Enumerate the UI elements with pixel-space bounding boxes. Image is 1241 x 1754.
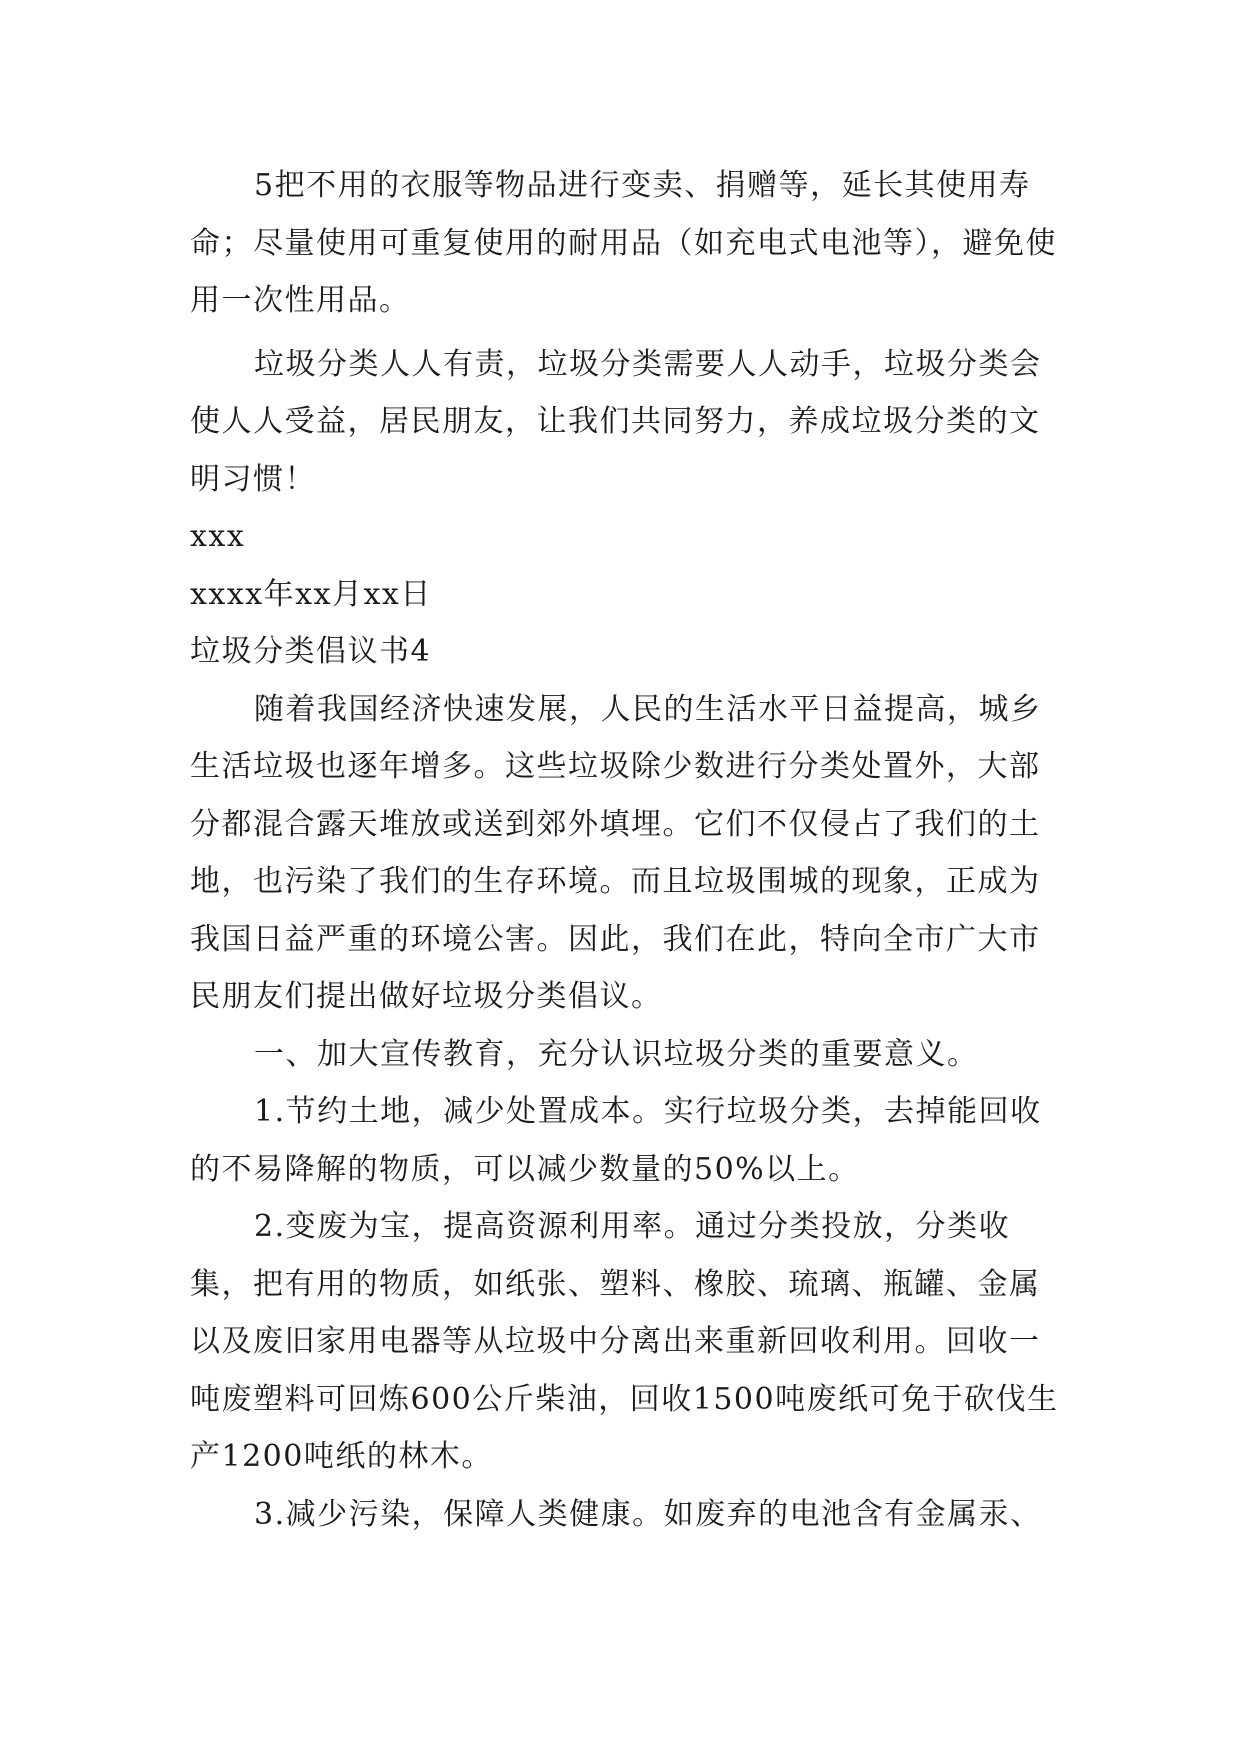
paragraph-item-1: 1.节约土地，减少处置成本。实行垃圾分类，去掉能回收的不易降解的物质，可以减少数量的50%以上。	[190, 1094, 1042, 1187]
document-body	[190, 157, 1060, 1543]
paragraph-reuse-items: 5把不用的衣服等物品进行变卖、捐赠等，延长其使用寿命；尽量使用可重复使用的耐用品（如充电式电池等），避免使用一次性用品。	[190, 168, 1057, 318]
section-heading: 垃圾分类倡议书4	[190, 634, 432, 669]
signature-name: xxx	[190, 519, 246, 554]
signature-date: xxxx年xx月xx日	[190, 576, 432, 612]
paragraph-call-to-action: 垃圾分类人人有责，垃圾分类需要人人动手，垃圾分类会使人人受益，居民朋友，让我们共同努力，养成垃圾分类的文明习惯！	[190, 346, 1042, 497]
paragraph-introduction: 随着我国经济快速发展，人民的生活水平日益提高，城乡生活垃圾也逐年增多。这些垃圾除少数进行分类处置外，大部分都混合露天堆放或送到郊外填埋。它们不仅侵占了我们的土地，也污染了我们的生存环境。而且垃圾围城的现象，正成为我国日益严重的环境公害。因此，我们在此，特向全市广大市民朋友们提出做好垃圾分类倡议。	[190, 691, 1042, 1014]
paragraph-point-one-heading: 一、加大宣传教育，充分认识垃圾分类的重要意义。	[254, 1036, 979, 1072]
paragraph-item-2: 2.变废为宝，提高资源利用率。通过分类投放，分类收集，把有用的物质，如纸张、塑料、橡胶、琉璃、瓶罐、金属以及废旧家用电器等从垃圾中分离出来重新回收利用。回收一吨废塑料可回炼600公斤柴油，回收1500吨废纸可免于砍伐生产1200吨纸的林木。	[190, 1209, 1059, 1474]
paragraph-item-3: 3.减少污染，保障人类健康。如废弃的电池含有金属汞、	[254, 1496, 1042, 1532]
